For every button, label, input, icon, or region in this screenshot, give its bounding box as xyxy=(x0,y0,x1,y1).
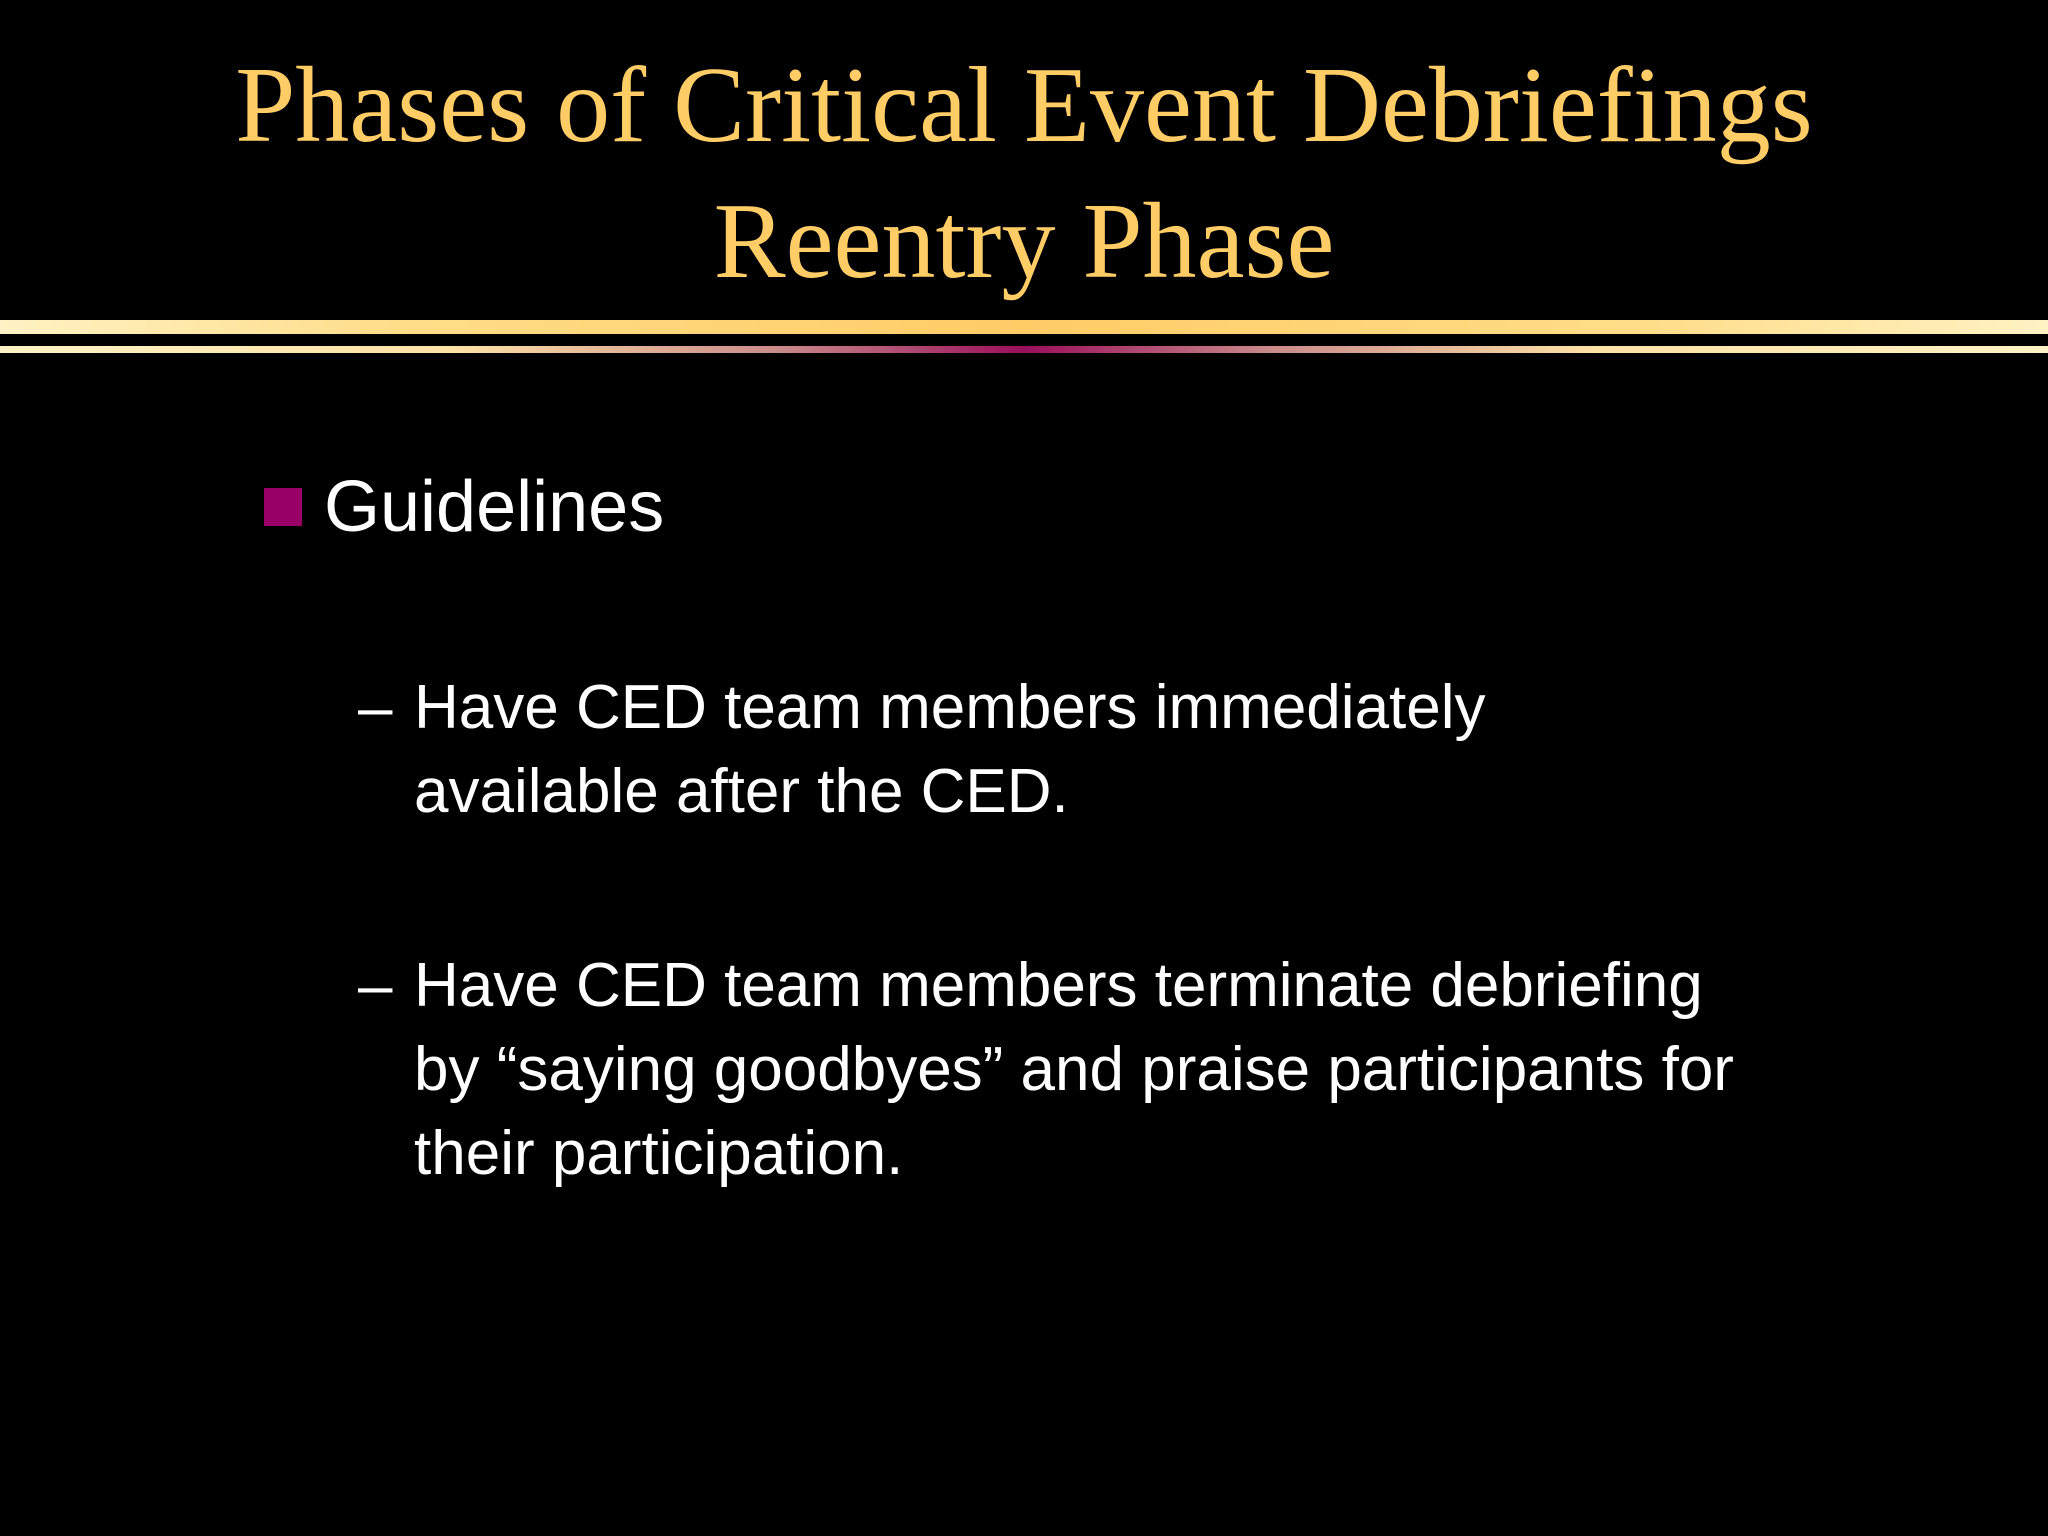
title-line-2: Reentry Phase xyxy=(713,182,1335,301)
title-line-1: Phases of Critical Event Debriefings xyxy=(235,46,1813,165)
bullet-guidelines: Guidelines xyxy=(324,467,665,547)
sub-bullet-1-line-1: Have CED team members immediately xyxy=(414,673,1486,742)
sub-bullet-2-line-2: by “saying goodbyes” and praise participants for xyxy=(414,1035,1734,1104)
sub-bullet-2-line-3: their participation. xyxy=(414,1119,904,1188)
sub-bullet-2-line-1: Have CED team members terminate debriefing xyxy=(414,951,1703,1020)
sub-bullet-2 xyxy=(414,944,1934,1196)
square-bullet-icon xyxy=(264,488,302,526)
sub-bullet-1-line-2: available after the CED. xyxy=(414,757,1069,826)
sub-bullet-1 xyxy=(414,666,1934,834)
sub-bullet-dash-1: – xyxy=(358,673,393,742)
sub-bullet-dash-2: – xyxy=(358,951,393,1020)
